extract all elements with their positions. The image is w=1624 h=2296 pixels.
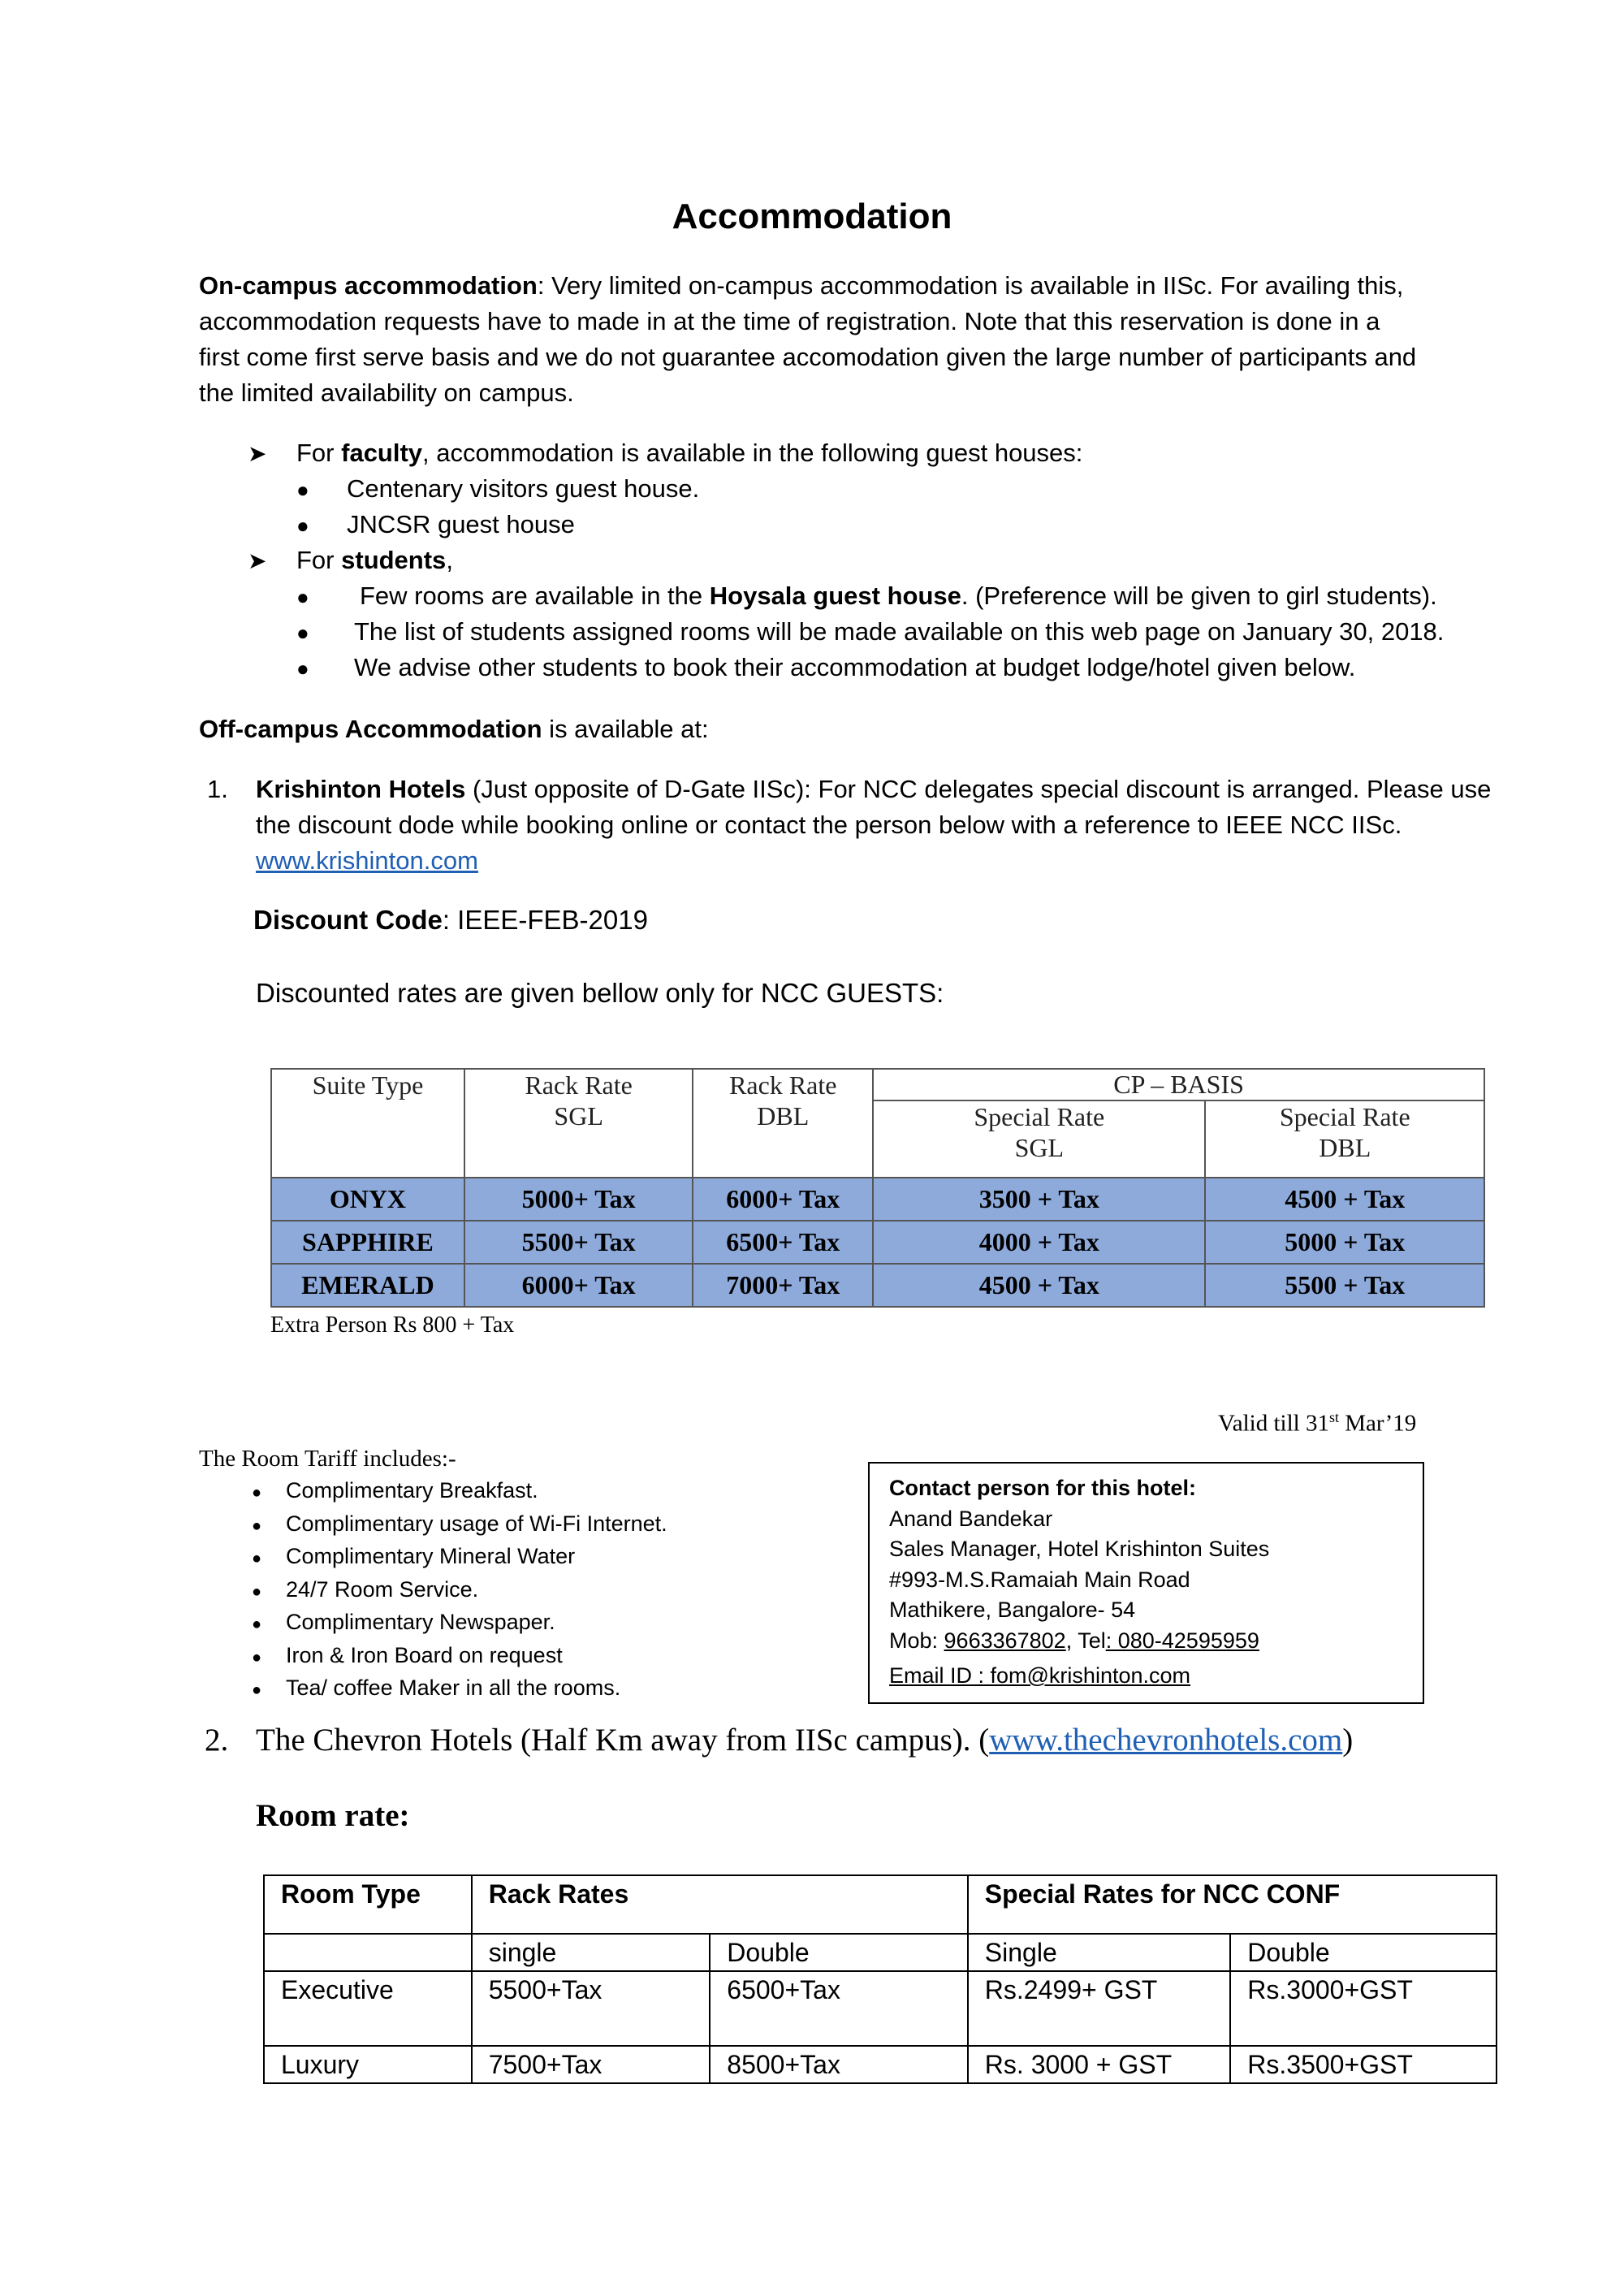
table-header: Rack Rates [472, 1875, 968, 1934]
list-item: ● Complimentary Newspaper. [252, 1610, 555, 1634]
room-rate-heading: Room rate: [256, 1798, 410, 1833]
list-item: ● Complimentary Mineral Water [252, 1544, 576, 1568]
table-header: Rack Rate SGL [464, 1069, 693, 1178]
table-header: CP – BASIS [873, 1069, 1484, 1100]
faculty-arrow-icon: ➤ [248, 441, 267, 466]
students-item: We advise other students to book their accommodation at budget lodge/hotel given below. [354, 653, 1356, 681]
on-campus-label: On-campus accommodation [199, 271, 538, 300]
table-header: Special Rate DBL [1205, 1100, 1484, 1178]
table-subheader: Double [1230, 1934, 1497, 1971]
table-header: Special Rate SGL [873, 1100, 1205, 1178]
tariff-heading: The Room Tariff includes:- [199, 1446, 456, 1472]
table-header: Special Rates for NCC CONF [968, 1875, 1497, 1934]
bullet-icon: ● [296, 513, 309, 538]
valid-till: Valid till 31st Mar’19 [1218, 1409, 1417, 1437]
krishinton-rates-table [270, 1068, 1485, 1308]
table-subheader: Single [968, 1934, 1230, 1971]
table-subheader: single [472, 1934, 710, 1971]
extra-person-note: Extra Person Rs 800 + Tax [270, 1312, 515, 1338]
list-item: ● Iron & Iron Board on request [252, 1642, 563, 1667]
bullet-icon: ● [296, 478, 309, 502]
hotel2-description: The Chevron Hotels (Half Km away from IISc campus). (www.thechevronhotels.com) [256, 1723, 1354, 1758]
discount-code: Discount Code: IEEE-FEB-2019 [253, 905, 648, 935]
contact-address: #993-M.S.Ramaiah Main Road [889, 1567, 1190, 1592]
list-item: ● 24/7 Room Service. [252, 1576, 479, 1602]
list-item: ● Complimentary usage of Wi-Fi Internet. [252, 1511, 667, 1536]
students-item: Few rooms are available in the Hoysala guest house. (Preference will be given to girl students). [360, 582, 1437, 610]
faculty-item: JNCSR guest house [347, 510, 575, 538]
table-row: Executive 5500+Tax 6500+Tax Rs.2499+ GST Rs.3000+GST [264, 1971, 1497, 2046]
table-row: EMERALD 6000+ Tax 7000+ Tax 4500 + Tax 5500 + Tax [271, 1264, 1484, 1307]
contact-phone: Mob: 9663367802, Tel: 080-42595959 [889, 1628, 1259, 1653]
contact-box [868, 1462, 1424, 1704]
discount-note: Discounted rates are given bellow only for NCC GUESTS: [256, 978, 944, 1008]
contact-address: Mathikere, Bangalore- 54 [889, 1598, 1136, 1622]
krishinton-link[interactable]: www.krishinton.com [256, 846, 478, 875]
table-header: Rack Rate DBL [693, 1069, 873, 1178]
tel-link[interactable]: : 080-42595959 [1105, 1628, 1259, 1653]
students-arrow-icon: ➤ [248, 548, 267, 573]
list-number: 1. [207, 775, 228, 803]
list-number: 2. [205, 1723, 229, 1758]
email-link[interactable]: Email ID : fom@krishinton.com [889, 1663, 1190, 1688]
chevron-rates-table [263, 1874, 1497, 2084]
mobile-link[interactable]: 9663367802 [944, 1628, 1066, 1653]
list-item: ● Tea/ coffee Maker in all the rooms. [252, 1676, 621, 1700]
table-row: Luxury 7500+Tax 8500+Tax Rs. 3000 + GST Rs.3500+GST [264, 2046, 1497, 2083]
list-item: ● Complimentary Breakfast. [252, 1478, 538, 1503]
table-row: ONYX 5000+ Tax 6000+ Tax 3500 + Tax 4500 + Tax [271, 1178, 1484, 1221]
page-title: Accommodation [672, 197, 952, 236]
tariff-list [252, 1476, 667, 1706]
hotel1-name: Krishinton Hotels [256, 775, 466, 803]
bullet-icon: ● [296, 656, 309, 681]
bullet-icon: ● [296, 585, 309, 609]
table-header: Suite Type [271, 1069, 464, 1178]
off-campus-heading: Off-campus Accommodation is available at: [199, 715, 709, 743]
table-row: SAPPHIRE 5500+ Tax 6500+ Tax 4000 + Tax 5000 + Tax [271, 1221, 1484, 1264]
on-campus-paragraph: On-campus accommodation: Very limited on-campus accommodation is available in IISc. For availing this, accommodation requests have to made in at the time of registration. Note that this reservation is done in a first come first serve basis and we do not guarantee accomodation given the large number of participants and the limited availability on campus. [199, 271, 1417, 407]
contact-heading: Contact person for this hotel: [889, 1476, 1196, 1500]
hotel1-description: Krishinton Hotels (Just opposite of D-Gate IISc): For NCC delegates special discount is arranged. Please use the discount dode while booking online or contact the person below with a reference to IEEE NCC IISc. www.krishinton.com [256, 775, 1492, 875]
table-subheader: Double [710, 1934, 968, 1971]
students-item: The list of students assigned rooms will be made available on this web page on January 30, 2018. [354, 617, 1445, 646]
chevron-link[interactable]: www.thechevronhotels.com [989, 1723, 1343, 1758]
faculty-line: For faculty, accommodation is available in the following guest houses: [296, 439, 1083, 467]
contact-name: Anand Bandekar [889, 1506, 1053, 1531]
table-header: Room Type [264, 1875, 472, 1934]
contact-role: Sales Manager, Hotel Krishinton Suites [889, 1537, 1270, 1561]
students-line: For students, [296, 546, 453, 574]
faculty-item: Centenary visitors guest house. [347, 474, 700, 503]
bullet-icon: ● [296, 620, 309, 645]
